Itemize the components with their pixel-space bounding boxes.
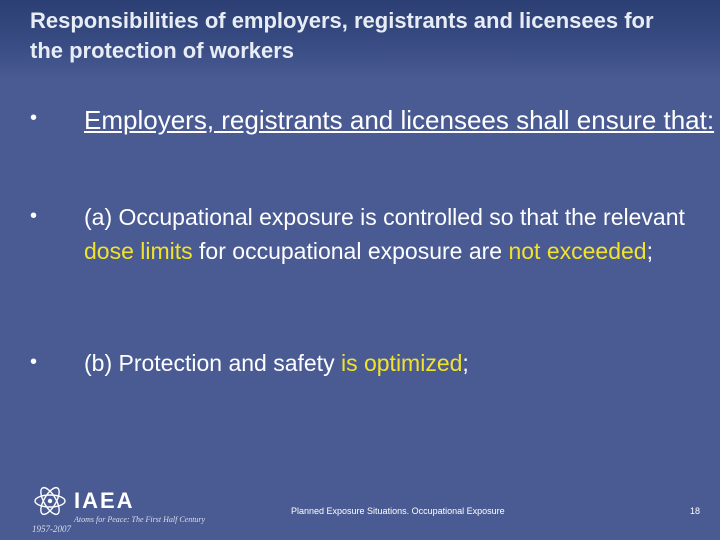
bullet-text-segment: (a) Occupational exposure is controlled so that the relevant [84,204,685,230]
title-bar [0,0,720,80]
bullet-text-segment: (b) Protection and safety [84,350,341,376]
page-number: 18 [690,506,701,516]
bullet-text [84,346,720,380]
logo-tagline: Atoms for Peace: The First Half Century [74,515,206,524]
bullet-dot-icon: • [30,351,38,373]
highlight-dose-limits: dose limits [84,238,193,264]
iaea-emblem-icon [32,486,68,516]
slide-title: Responsibilities of employers, registrants and licensees for the protection of workers [30,8,654,63]
highlight-not-exceeded: not exceeded [508,238,647,264]
bullet-text: Employers, registrants and licensees shall ensure that: [84,105,715,135]
bullet-dot-icon: • [30,107,38,129]
bullet-text-segment: ; [462,350,469,376]
iaea-logo [28,484,228,536]
bullet-text [84,200,720,268]
footer-subtitle: Planned Exposure Situations. Occupational Exposure [291,506,505,516]
logo-years: 1957-2007 [32,524,71,534]
bullet-dot-icon: • [30,205,38,227]
logo-wordmark: IAEA [74,488,135,513]
bullet-text-segment: ; [646,238,653,264]
bullet-text-segment: for occupational exposure are [192,238,509,264]
highlight-is-optimized: is optimized [340,350,463,376]
